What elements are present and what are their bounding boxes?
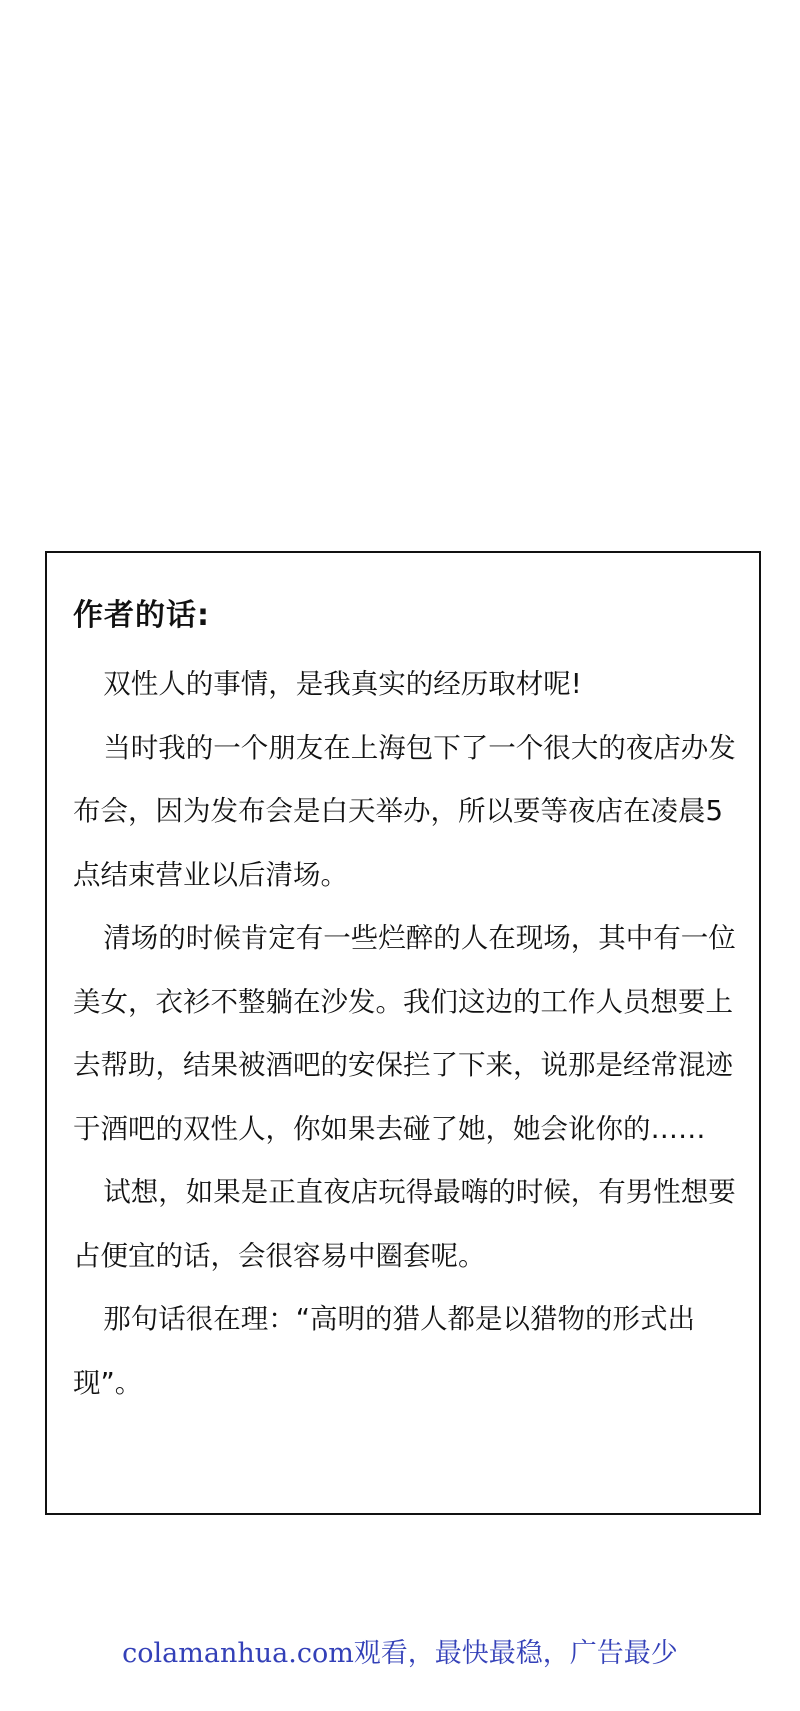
author-note-body — [73, 653, 743, 1415]
author-note-box — [45, 551, 761, 1515]
note-paragraph: 那句话很在理：“高明的猎人都是以猎物的形式出现”。 — [73, 1303, 695, 1399]
note-paragraph: 双性人的事情，是我真实的经历取材呢! — [103, 668, 582, 700]
note-paragraph: 当时我的一个朋友在上海包下了一个很大的夜店办发布会，因为发布会是白天举办，所以要等夜店在凌晨5点结束营业以后清场。 — [73, 731, 736, 891]
note-paragraph: 清场的时候肯定有一些烂醉的人在现场，其中有一位美女，衣衫不整躺在沙发。我们这边的工作人员想要上去帮助，结果被酒吧的安保拦了下来，说那是经常混迹于酒吧的双性人，你如果去碰了她，她会讹你的…… — [73, 922, 736, 1145]
footer-watermark-text: colamanhua.com观看，最快最稳，广告最少 — [122, 1638, 678, 1669]
note-paragraph: 试想，如果是正直夜店玩得最嗨的时候，有男性想要占便宜的话，会很容易中圈套呢。 — [73, 1176, 736, 1272]
author-note-title: 作者的话: — [73, 598, 210, 633]
